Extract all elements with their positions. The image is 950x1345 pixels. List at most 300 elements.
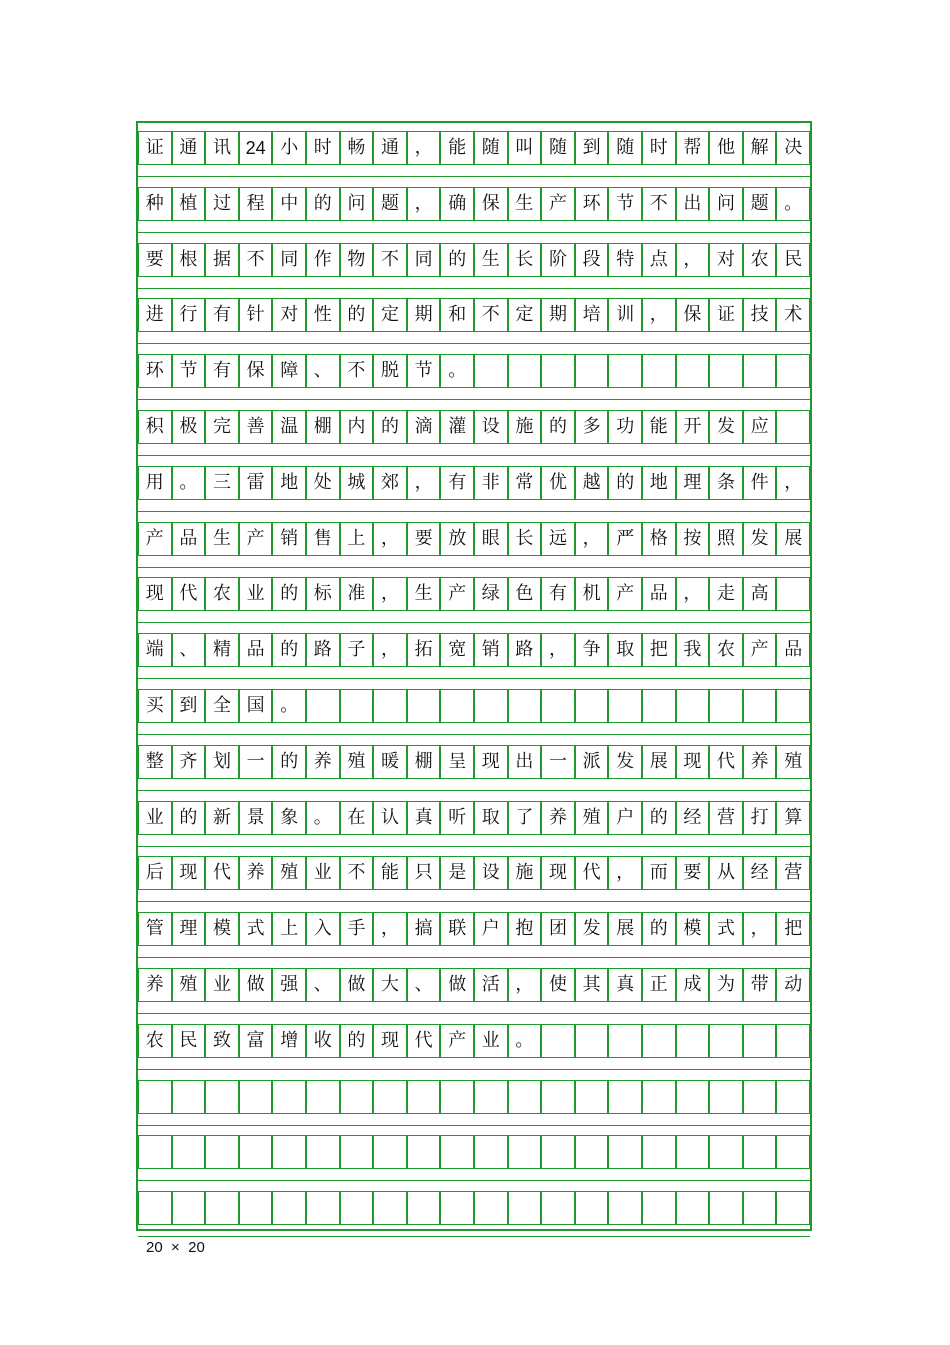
grid-cell: 后 (138, 856, 172, 890)
grid-cell: 的 (306, 187, 340, 221)
grid-cell: 按 (676, 522, 710, 556)
grid-cell: 点 (642, 243, 676, 277)
grid-cell: 端 (138, 633, 172, 667)
grid-cell: 城 (340, 466, 374, 500)
grid-cell: 中 (272, 187, 306, 221)
grid-cell: 生 (205, 522, 239, 556)
grid-cell: 作 (306, 243, 340, 277)
grid-cell: 的 (340, 298, 374, 332)
grid-cell: 脱 (373, 354, 407, 388)
grid-cell: 产 (743, 633, 777, 667)
grid-cell: 拓 (407, 633, 441, 667)
grid-cell: 式 (709, 912, 743, 946)
grid-cell: 齐 (172, 745, 206, 779)
grid-cell (541, 689, 575, 723)
grid-cell: 节 (407, 354, 441, 388)
grid-cell (642, 354, 676, 388)
grid-cell (709, 1191, 743, 1225)
grid-cell: 进 (138, 298, 172, 332)
grid-cell (373, 1191, 407, 1225)
row-gap-line (138, 678, 810, 679)
grid-cell: 做 (440, 968, 474, 1002)
grid-cell: ， (373, 912, 407, 946)
grid-cell: 民 (172, 1024, 206, 1058)
grid-cell: 现 (676, 745, 710, 779)
grid-cell: 能 (642, 410, 676, 444)
grid-cell: 题 (743, 187, 777, 221)
grid-cell (407, 689, 441, 723)
grid-cell: 过 (205, 187, 239, 221)
grid-cell: 生 (474, 243, 508, 277)
grid-cell: 三 (205, 466, 239, 500)
grid-cell: 善 (239, 410, 273, 444)
grid-cell (575, 1135, 609, 1169)
grid-cell: 农 (138, 1024, 172, 1058)
grid-cell: 争 (575, 633, 609, 667)
grid-cell: 、 (172, 633, 206, 667)
grid-cell: 同 (272, 243, 306, 277)
grid-cell (440, 1080, 474, 1114)
grid-cell: 营 (776, 856, 810, 890)
grid-cell: 成 (676, 968, 710, 1002)
row-gap-line (138, 1069, 810, 1070)
grid-cell: ， (743, 912, 777, 946)
grid-cell: 在 (340, 801, 374, 835)
grid-cell (440, 1191, 474, 1225)
grid-cell (709, 1080, 743, 1114)
grid-cell: ， (642, 298, 676, 332)
grid-cell: 管 (138, 912, 172, 946)
grid-cell: 理 (676, 466, 710, 500)
grid-cell (575, 1080, 609, 1114)
grid-cell: 技 (743, 298, 777, 332)
grid-cell: 路 (508, 633, 542, 667)
grid-cell: 听 (440, 801, 474, 835)
grid-cell: 通 (172, 131, 206, 165)
grid-cell: 、 (306, 968, 340, 1002)
grid-cell (474, 1080, 508, 1114)
grid-cell (709, 1024, 743, 1058)
grid-cell: 程 (239, 187, 273, 221)
grid-cell (340, 1191, 374, 1225)
grid-cell: 养 (743, 745, 777, 779)
grid-cell: 开 (676, 410, 710, 444)
grid-cell: 产 (440, 1024, 474, 1058)
grid-cell: 非 (474, 466, 508, 500)
grid-cell (743, 1191, 777, 1225)
grid-cell: 殖 (172, 968, 206, 1002)
grid-cell: 不 (474, 298, 508, 332)
grid-cell: 设 (474, 856, 508, 890)
grid-cell: 保 (239, 354, 273, 388)
grid-cell (306, 1135, 340, 1169)
row-gap-line (138, 1180, 810, 1181)
grid-cell (776, 1080, 810, 1114)
grid-cell (407, 1191, 441, 1225)
grid-cell: ， (373, 522, 407, 556)
grid-cell: 宽 (440, 633, 474, 667)
grid-cell (239, 1135, 273, 1169)
grid-cell (541, 1024, 575, 1058)
grid-cell: 使 (541, 968, 575, 1002)
row-gap-line (138, 1236, 810, 1237)
grid-cell (373, 689, 407, 723)
grid-cell: 农 (205, 577, 239, 611)
grid-cell: 呈 (440, 745, 474, 779)
grid-cell: 手 (340, 912, 374, 946)
grid-cell: 的 (373, 410, 407, 444)
grid-cell: 处 (306, 466, 340, 500)
grid-cell: 代 (172, 577, 206, 611)
grid-cell (440, 689, 474, 723)
grid-cell: 、 (306, 354, 340, 388)
grid-cell: ， (407, 131, 441, 165)
grid-cell: 和 (440, 298, 474, 332)
grid-cell (474, 1135, 508, 1169)
grid-cell: 要 (138, 243, 172, 277)
grid-cell: ， (575, 522, 609, 556)
grid-cell: 长 (508, 522, 542, 556)
grid-cell: ， (508, 968, 542, 1002)
grid-cell: 有 (440, 466, 474, 500)
grid-cell: 业 (239, 577, 273, 611)
grid-cell (541, 354, 575, 388)
grid-cell (306, 1080, 340, 1114)
grid-cell (776, 1135, 810, 1169)
grid-cell: 经 (743, 856, 777, 890)
grid-cell: 不 (642, 187, 676, 221)
grid-cell: 的 (440, 243, 474, 277)
grid-cell: 对 (272, 298, 306, 332)
grid-cell (474, 1191, 508, 1225)
grid-cell (205, 1191, 239, 1225)
grid-cell: 农 (743, 243, 777, 277)
grid-cell: 精 (205, 633, 239, 667)
grid-cell (407, 1135, 441, 1169)
grid-cell (239, 1080, 273, 1114)
grid-cell: 增 (272, 1024, 306, 1058)
grid-cell: 不 (239, 243, 273, 277)
grid-cell (709, 1135, 743, 1169)
grid-cell: 地 (272, 466, 306, 500)
grid-cell: 讯 (205, 131, 239, 165)
grid-cell: 保 (474, 187, 508, 221)
grid-cell: 随 (474, 131, 508, 165)
grid-cell: 段 (575, 243, 609, 277)
grid-cell: 。 (272, 689, 306, 723)
grid-cell (608, 1024, 642, 1058)
grid-cell (172, 1135, 206, 1169)
grid-cell: 养 (138, 968, 172, 1002)
grid-cell (373, 1135, 407, 1169)
grid-cell: 、 (407, 968, 441, 1002)
grid-cell: 做 (239, 968, 273, 1002)
row-gap-line (138, 567, 810, 568)
grid-cell: 品 (172, 522, 206, 556)
grid-cell: 随 (541, 131, 575, 165)
grid-cell (776, 410, 810, 444)
grid-cell: 生 (407, 577, 441, 611)
grid-cell: 全 (205, 689, 239, 723)
grid-cell: 色 (508, 577, 542, 611)
grid-cell: 把 (776, 912, 810, 946)
grid-cell: 路 (306, 633, 340, 667)
grid-cell: 随 (608, 131, 642, 165)
grid-cell: 远 (541, 522, 575, 556)
grid-cell: 环 (138, 354, 172, 388)
grid-cell: 的 (608, 466, 642, 500)
grid-cell (776, 689, 810, 723)
grid-cell (440, 1135, 474, 1169)
grid-cell: 同 (407, 243, 441, 277)
grid-cell: 定 (373, 298, 407, 332)
grid-cell: 温 (272, 410, 306, 444)
grid-cell: 能 (440, 131, 474, 165)
grid-cell: 针 (239, 298, 273, 332)
grid-cell (776, 1191, 810, 1225)
grid-cell (608, 1135, 642, 1169)
grid-cell: 的 (642, 801, 676, 835)
grid-cell: 民 (776, 243, 810, 277)
grid-cell: 有 (205, 354, 239, 388)
grid-cell: 强 (272, 968, 306, 1002)
grid-cell: 联 (440, 912, 474, 946)
row-gap-line (138, 901, 810, 902)
grid-cell: 划 (205, 745, 239, 779)
grid-cell: 不 (373, 243, 407, 277)
grid-cell: 业 (138, 801, 172, 835)
row-gap-line (138, 846, 810, 847)
grid-cell: ， (776, 466, 810, 500)
grid-cell: 郊 (373, 466, 407, 500)
grid-cell: 代 (205, 856, 239, 890)
grid-cell (340, 1080, 374, 1114)
grid-cell: 产 (239, 522, 273, 556)
grid-cell: 有 (205, 298, 239, 332)
grid-cell: 子 (340, 633, 374, 667)
grid-cell: 殖 (340, 745, 374, 779)
grid-cell: 地 (642, 466, 676, 500)
grid-cell (407, 1080, 441, 1114)
grid-cell: 格 (642, 522, 676, 556)
grid-cell: 棚 (306, 410, 340, 444)
grid-cell: 发 (709, 410, 743, 444)
grid-cell: 用 (138, 466, 172, 500)
grid-cell: 殖 (776, 745, 810, 779)
grid-cell: 景 (239, 801, 273, 835)
grid-cell: 通 (373, 131, 407, 165)
grid-cell: 滴 (407, 410, 441, 444)
grid-cell: 现 (373, 1024, 407, 1058)
grid-cell: 走 (709, 577, 743, 611)
row-gap-line (138, 232, 810, 233)
grid-cell: 标 (306, 577, 340, 611)
grid-cell (608, 1191, 642, 1225)
grid-cell: 国 (239, 689, 273, 723)
grid-cell: ， (373, 633, 407, 667)
grid-cell: 。 (172, 466, 206, 500)
grid-cell (272, 1191, 306, 1225)
grid-cell: 内 (340, 410, 374, 444)
grid-cell: 的 (340, 1024, 374, 1058)
grid-cell (608, 689, 642, 723)
grid-cell: 式 (239, 912, 273, 946)
grid-cell: 从 (709, 856, 743, 890)
grid-cell: 植 (172, 187, 206, 221)
grid-cell: 业 (474, 1024, 508, 1058)
row-gap-line (138, 176, 810, 177)
grid-cell: 团 (541, 912, 575, 946)
grid-cell: 产 (440, 577, 474, 611)
grid-cell: 据 (205, 243, 239, 277)
grid-cell: 设 (474, 410, 508, 444)
grid-cell: 殖 (272, 856, 306, 890)
grid-cell (138, 1135, 172, 1169)
grid-cell: 其 (575, 968, 609, 1002)
row-gap-line (138, 622, 810, 623)
grid-cell: 照 (709, 522, 743, 556)
grid-cell: 问 (340, 187, 374, 221)
grid-cell (743, 1024, 777, 1058)
grid-cell (508, 1135, 542, 1169)
grid-cell (205, 1135, 239, 1169)
grid-cell: 眼 (474, 522, 508, 556)
grid-cell (541, 1191, 575, 1225)
grid-cell: 品 (642, 577, 676, 611)
grid-cell (642, 1080, 676, 1114)
grid-cell: 营 (709, 801, 743, 835)
grid-cell: 准 (340, 577, 374, 611)
grid-cell (508, 689, 542, 723)
grid-cell (138, 1080, 172, 1114)
grid-cell (541, 1080, 575, 1114)
grid-cell (138, 1191, 172, 1225)
grid-cell: ， (676, 577, 710, 611)
grid-cell (172, 1191, 206, 1225)
grid-cell: 完 (205, 410, 239, 444)
grid-cell: ， (407, 187, 441, 221)
grid-cell: 有 (541, 577, 575, 611)
grid-cell: 的 (172, 801, 206, 835)
grid-cell: 一 (541, 745, 575, 779)
grid-cell: 户 (474, 912, 508, 946)
grid-cell: 发 (575, 912, 609, 946)
grid-cell: 机 (575, 577, 609, 611)
grid-cell: 。 (440, 354, 474, 388)
grid-cell: 根 (172, 243, 206, 277)
grid-cell: 暖 (373, 745, 407, 779)
row-gap-line (138, 343, 810, 344)
grid-cell: 特 (608, 243, 642, 277)
grid-cell: 出 (508, 745, 542, 779)
grid-cell: 模 (676, 912, 710, 946)
grid-cell (373, 1080, 407, 1114)
grid-cell: 解 (743, 131, 777, 165)
grid-cell (676, 1024, 710, 1058)
grid-cell: 他 (709, 131, 743, 165)
grid-cell: 叫 (508, 131, 542, 165)
grid-cell: 代 (709, 745, 743, 779)
grid-cell: 发 (743, 522, 777, 556)
grid-cell: 理 (172, 912, 206, 946)
grid-cell: 24 (239, 131, 273, 165)
grid-cell: 现 (172, 856, 206, 890)
grid-cell: 一 (239, 745, 273, 779)
grid-cell: 决 (776, 131, 810, 165)
grid-cell (272, 1135, 306, 1169)
grid-cell: 抱 (508, 912, 542, 946)
grid-cell: 取 (608, 633, 642, 667)
grid-cell: 入 (306, 912, 340, 946)
grid-cell: 上 (340, 522, 374, 556)
grid-cell (743, 1080, 777, 1114)
grid-cell: 售 (306, 522, 340, 556)
grid-cell: ， (407, 466, 441, 500)
grid-cell: 。 (508, 1024, 542, 1058)
grid-cell: 派 (575, 745, 609, 779)
grid-cell: 小 (272, 131, 306, 165)
grid-cell: 发 (608, 745, 642, 779)
grid-cell: 雷 (239, 466, 273, 500)
grid-cell (508, 1080, 542, 1114)
grid-size-label: 20 × 20 (146, 1239, 205, 1256)
grid-cell: 节 (608, 187, 642, 221)
grid-cell (642, 1024, 676, 1058)
grid-cell (172, 1080, 206, 1114)
grid-cell: 真 (407, 801, 441, 835)
grid-cell: 收 (306, 1024, 340, 1058)
grid-cell: 放 (440, 522, 474, 556)
grid-cell (272, 1080, 306, 1114)
grid-cell: 优 (541, 466, 575, 500)
grid-cell: 经 (676, 801, 710, 835)
grid-cell: 棚 (407, 745, 441, 779)
grid-cell: 品 (776, 633, 810, 667)
grid-cell (541, 1135, 575, 1169)
grid-cell: 行 (172, 298, 206, 332)
grid-cell (608, 354, 642, 388)
grid-cell: 真 (608, 968, 642, 1002)
grid-cell: 常 (508, 466, 542, 500)
grid-cell: 题 (373, 187, 407, 221)
grid-cell: 。 (306, 801, 340, 835)
grid-cell: 只 (407, 856, 441, 890)
grid-cell: 培 (575, 298, 609, 332)
grid-cell: 展 (608, 912, 642, 946)
grid-cell: 富 (239, 1024, 273, 1058)
grid-cell: 的 (272, 745, 306, 779)
grid-cell: 的 (272, 577, 306, 611)
grid-cell (776, 577, 810, 611)
row-gap-line (138, 734, 810, 735)
grid-cell: 件 (743, 466, 777, 500)
grid-cell (776, 354, 810, 388)
grid-cell: 。 (776, 187, 810, 221)
grid-cell (340, 689, 374, 723)
grid-cell: 养 (541, 801, 575, 835)
grid-cell: 代 (407, 1024, 441, 1058)
grid-cell: 动 (776, 968, 810, 1002)
grid-cell: 为 (709, 968, 743, 1002)
grid-cell (709, 354, 743, 388)
grid-cell: 到 (575, 131, 609, 165)
manuscript-grid (136, 121, 812, 1231)
grid-cell: 节 (172, 354, 206, 388)
grid-cell: 保 (676, 298, 710, 332)
grid-cell: 的 (272, 633, 306, 667)
grid-cell (676, 689, 710, 723)
grid-cell: 的 (541, 410, 575, 444)
